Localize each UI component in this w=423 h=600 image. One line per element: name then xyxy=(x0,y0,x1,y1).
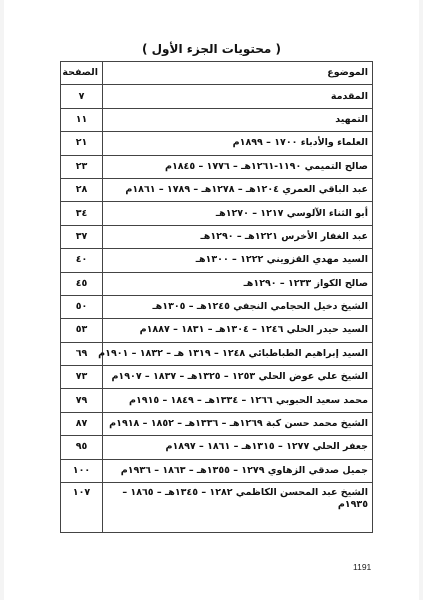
row-page: ١١ xyxy=(61,108,103,131)
row-page: ٤٥ xyxy=(61,272,103,295)
table-row xyxy=(61,366,373,389)
row-topic: السيد حيدر الحلي ١٢٤٦ – ١٣٠٤هـ – ١٨٣١ – ١٨٨٧م xyxy=(103,319,373,342)
row-topic: الشيخ علي عوض الحلي ١٢٥٣ – ١٣٢٥هـ – ١٨٣٧ – ١٩٠٧م xyxy=(103,366,373,389)
row-page: ٦٩ xyxy=(61,342,103,365)
row-topic: جميل صدقي الزهاوي ١٢٧٩ – ١٣٥٥هـ – ١٨٦٣ – ١٩٣٦م xyxy=(103,459,373,482)
table-row xyxy=(61,155,373,178)
row-topic: العلماء والأدباء ١٧٠٠ – ١٨٩٩م xyxy=(103,132,373,155)
table-row xyxy=(61,342,373,365)
row-page: ٥٠ xyxy=(61,295,103,318)
row-topic: التمهيد xyxy=(103,108,373,131)
row-topic: أبو الثناء الآلوسي ١٢١٧ – ١٢٧٠هـ xyxy=(103,202,373,225)
row-page: ٤٠ xyxy=(61,249,103,272)
table-row xyxy=(61,202,373,225)
table-row xyxy=(61,85,373,108)
row-page: ٨٧ xyxy=(61,412,103,435)
row-topic: السيد مهدي القزويني ١٢٢٢ – ١٣٠٠هـ xyxy=(103,249,373,272)
row-page: ٧٩ xyxy=(61,389,103,412)
row-page: ٣٧ xyxy=(61,225,103,248)
table-row xyxy=(61,178,373,201)
row-topic: صالح التميمي ١١٩٠-١٢٦١هـ – ١٧٧٦ – ١٨٤٥م xyxy=(103,155,373,178)
row-page: ٧٣ xyxy=(61,366,103,389)
row-topic: محمد سعيد الحبوبي ١٢٦٦ – ١٣٣٤هـ – ١٨٤٩ – ١٩١٥م xyxy=(103,389,373,412)
table-row xyxy=(61,132,373,155)
header-topic: الموضوع xyxy=(103,62,373,85)
row-page: ١٠٧ xyxy=(61,483,103,533)
row-page: ١٠٠ xyxy=(61,459,103,482)
row-page: ٧ xyxy=(61,85,103,108)
contents-table xyxy=(60,61,373,533)
table-row xyxy=(61,483,373,533)
row-page: ٣٤ xyxy=(61,202,103,225)
row-page: ٩٥ xyxy=(61,436,103,459)
table-row xyxy=(61,225,373,248)
page-number: 1191 xyxy=(353,562,372,572)
row-topic: المقدمة xyxy=(103,85,373,108)
table-row xyxy=(61,108,373,131)
header-page: الصفحة xyxy=(61,62,103,85)
table-row xyxy=(61,459,373,482)
table-row xyxy=(61,272,373,295)
table-row xyxy=(61,319,373,342)
table-row xyxy=(61,389,373,412)
table-row xyxy=(61,436,373,459)
table-row xyxy=(61,295,373,318)
row-page: ٢٣ xyxy=(61,155,103,178)
table-header-row xyxy=(61,62,373,85)
table-row xyxy=(61,412,373,435)
row-topic: عبد الغفار الأخرس ١٢٢١هـ – ١٢٩٠هـ xyxy=(103,225,373,248)
row-topic: عبد الباقي العمري ١٢٠٤هـ – ١٢٧٨هـ – ١٧٨٩ – ١٨٦١م xyxy=(103,178,373,201)
page-title: ( محتويات الجزء الأول ) xyxy=(141,42,282,56)
row-topic: السيد إبراهيم الطباطبائي ١٢٤٨ – ١٣١٩ هـ – ١٨٣٢ – ١٩٠١م xyxy=(103,342,373,365)
row-topic: الشيخ دخيل الحجامي النجفي ١٢٤٥هـ – ١٣٠٥هـ xyxy=(103,295,373,318)
row-page: ٢٨ xyxy=(61,178,103,201)
table-row xyxy=(61,249,373,272)
document-page xyxy=(4,0,419,600)
row-topic: جعفر الحلي ١٢٧٧ – ١٣١٥هـ – ١٨٦١ – ١٨٩٧م xyxy=(103,436,373,459)
row-page: ٥٣ xyxy=(61,319,103,342)
row-topic: الشيخ محمد حسن كبة ١٢٦٩هـ – ١٣٣٦هـ – ١٨٥٢ – ١٩١٨م xyxy=(103,412,373,435)
row-topic: صالح الكواز ١٢٣٣ – ١٢٩٠هـ xyxy=(103,272,373,295)
row-page: ٢١ xyxy=(61,132,103,155)
row-topic: الشيخ عبد المحسن الكاظمي ١٢٨٢ – ١٣٤٥هـ – ١٨٦٥ – ١٩٣٥م xyxy=(103,483,373,533)
